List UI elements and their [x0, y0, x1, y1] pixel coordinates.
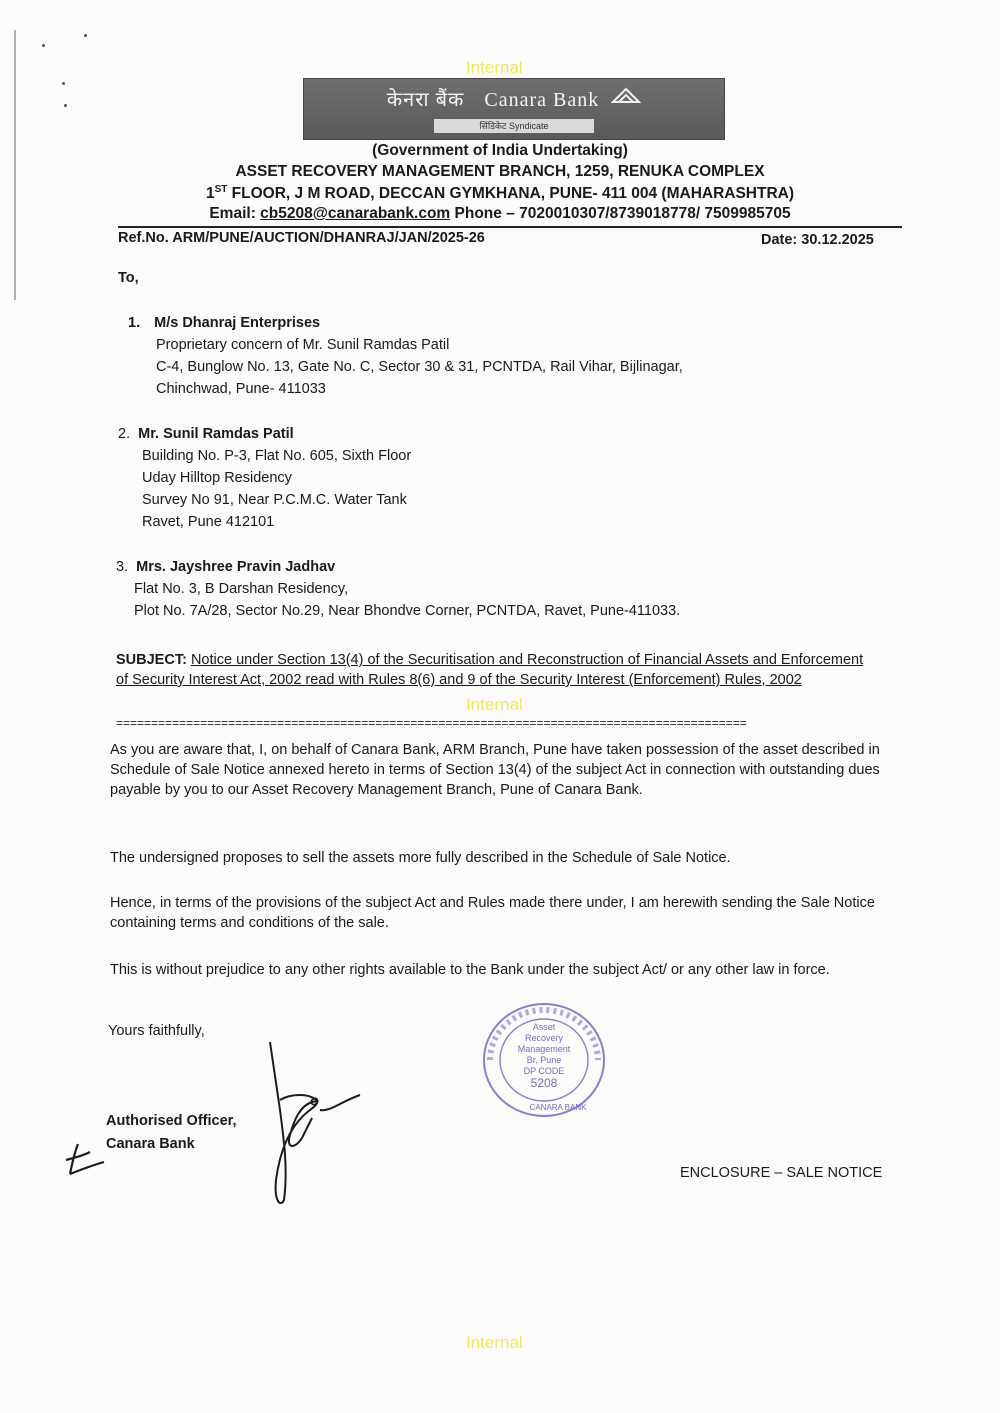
watermark-top: Internal — [466, 58, 523, 77]
subject-label: SUBJECT: — [116, 652, 187, 668]
stamp-rim-text: CANARA BANK — [529, 1103, 587, 1112]
reference-number: Ref.No. ARM/PUNE/AUCTION/DHANRAJ/JAN/2025-26 — [118, 230, 485, 246]
stamp-line: Recovery — [524, 1033, 564, 1043]
logo-syndicate-text: सिंडिकेट Syndicate — [434, 119, 594, 133]
addressee-number: 2. — [118, 426, 131, 442]
addressee-address — [134, 578, 680, 622]
body-paragraph-3: Hence, in terms of the provisions of the subject Act and Rules made there under, I am herewith sending the Sale Notice containing terms and conditions of the sale. — [110, 895, 875, 931]
logo-english-text: Canara Bank — [484, 89, 600, 111]
email-label: Email: — [209, 205, 261, 222]
addressee-3 — [116, 556, 680, 622]
addressee-name: Mrs. Jayshree Pravin Jadhav — [136, 559, 336, 575]
canara-triangle-icon — [611, 86, 641, 112]
header-divider — [118, 226, 902, 228]
addressee-address — [142, 445, 411, 533]
addressee-1 — [128, 312, 683, 400]
subject-text: Notice under Section 13(4) of the Securitisation and Reconstruction of Financial Assets and Enforcement of Security Interest Act, 2002 read with Rules 8(6) and 9 of the Security Interest (Enforcement) Rules, 2002 — [116, 652, 864, 688]
scan-dot — [42, 44, 45, 47]
address-line: Uday Hilltop Residency — [142, 470, 292, 486]
branch-seal-stamp — [480, 1000, 608, 1120]
letter-date: Date: 30.12.2025 — [761, 232, 874, 248]
address-line: Chinchwad, Pune- 411033 — [156, 381, 326, 397]
address-floor-num: 1 — [205, 185, 215, 203]
address-line: Survey No 91, Near P.C.M.C. Water Tank — [142, 492, 407, 508]
canara-bank-logo — [303, 78, 725, 140]
address-rest: FLOOR, J M ROAD, DECCAN GYMKHANA, PUNE- 411 004 (MAHARASHTRA) — [227, 185, 795, 203]
header-govt-line: (Government of India Undertaking) — [372, 142, 628, 159]
stamp-line: Asset — [532, 1022, 556, 1032]
body-paragraph-4: This is without prejudice to any other rights available to the Bank under the subject Act/ or any other law in force. — [110, 962, 830, 978]
address-line: Plot No. 7A/28, Sector No.29, Near Bhondve Corner, PCNTDA, Ravet, Pune-411033. — [134, 603, 681, 619]
scan-dot — [64, 104, 67, 107]
address-line: Building No. P-3, Flat No. 605, Sixth Floor — [142, 448, 412, 464]
addressee-number: 1. — [128, 315, 141, 331]
body-paragraph-2: The undersigned proposes to sell the assets more fully described in the Schedule of Sale Notice. — [110, 850, 731, 866]
salutation-to: To, — [118, 270, 139, 286]
scan-dot — [84, 34, 87, 37]
addressee-address — [156, 334, 683, 400]
stamp-line: 5208 — [530, 1076, 558, 1090]
address-line: C-4, Bunglow No. 13, Gate No. C, Sector 30 & 31, PCNTDA, Rail Vihar, Bijlinagar, — [156, 359, 683, 375]
stamp-line: DP CODE — [523, 1066, 565, 1076]
addressee-name: Mr. Sunil Ramdas Patil — [138, 426, 294, 442]
signatory-bank: Canara Bank — [106, 1136, 195, 1152]
handwritten-signature — [250, 1040, 370, 1215]
header-branch-line: ASSET RECOVERY MANAGEMENT BRANCH, 1259, RENUKA COMPLEX — [235, 163, 765, 180]
phone-text: Phone – 7020010307/8739018778/ 7509985705 — [450, 205, 791, 222]
addressee-number: 3. — [116, 559, 129, 575]
address-line: Flat No. 3, B Darshan Residency, — [134, 581, 349, 597]
address-line: Proprietary concern of Mr. Sunil Ramdas Patil — [156, 337, 450, 353]
addressee-name: M/s Dhanraj Enterprises — [154, 315, 321, 331]
stamp-line: Br, Pune — [526, 1055, 562, 1065]
address-line: Ravet, Pune 412101 — [142, 514, 275, 530]
subject-block — [116, 650, 876, 690]
stamp-line: Management — [517, 1044, 571, 1054]
watermark-bottom: Internal — [466, 1333, 523, 1352]
scan-dot — [62, 82, 65, 85]
body-paragraph-1: As you are aware that, I, on behalf of Canara Bank, ARM Branch, Pune have taken possession of the asset described in Schedule of Sale Notice annexed hereto in terms of Section 13(4) of the subject Act in connection with outstanding dues payable by you to our Asset Recovery Management Branch, Pune of Canara Bank. — [110, 742, 880, 798]
signatory-title: Authorised Officer, — [106, 1113, 237, 1129]
addressee-2 — [118, 423, 411, 533]
initials-mark — [60, 1140, 110, 1185]
email-link[interactable]: cb5208@canarabank.com — [260, 205, 451, 222]
header-contact-line — [0, 205, 1000, 223]
logo-hindi-text: केनरा बैंक — [386, 89, 465, 111]
watermark-middle: Internal — [466, 695, 523, 714]
address-floor-sup: ST — [214, 184, 228, 195]
enclosure-note: ENCLOSURE – SALE NOTICE — [680, 1165, 883, 1181]
closing-text: Yours faithfully, — [108, 1023, 205, 1039]
separator-line: ========================================================================================== — [116, 716, 747, 730]
header-address-line — [0, 184, 1000, 203]
